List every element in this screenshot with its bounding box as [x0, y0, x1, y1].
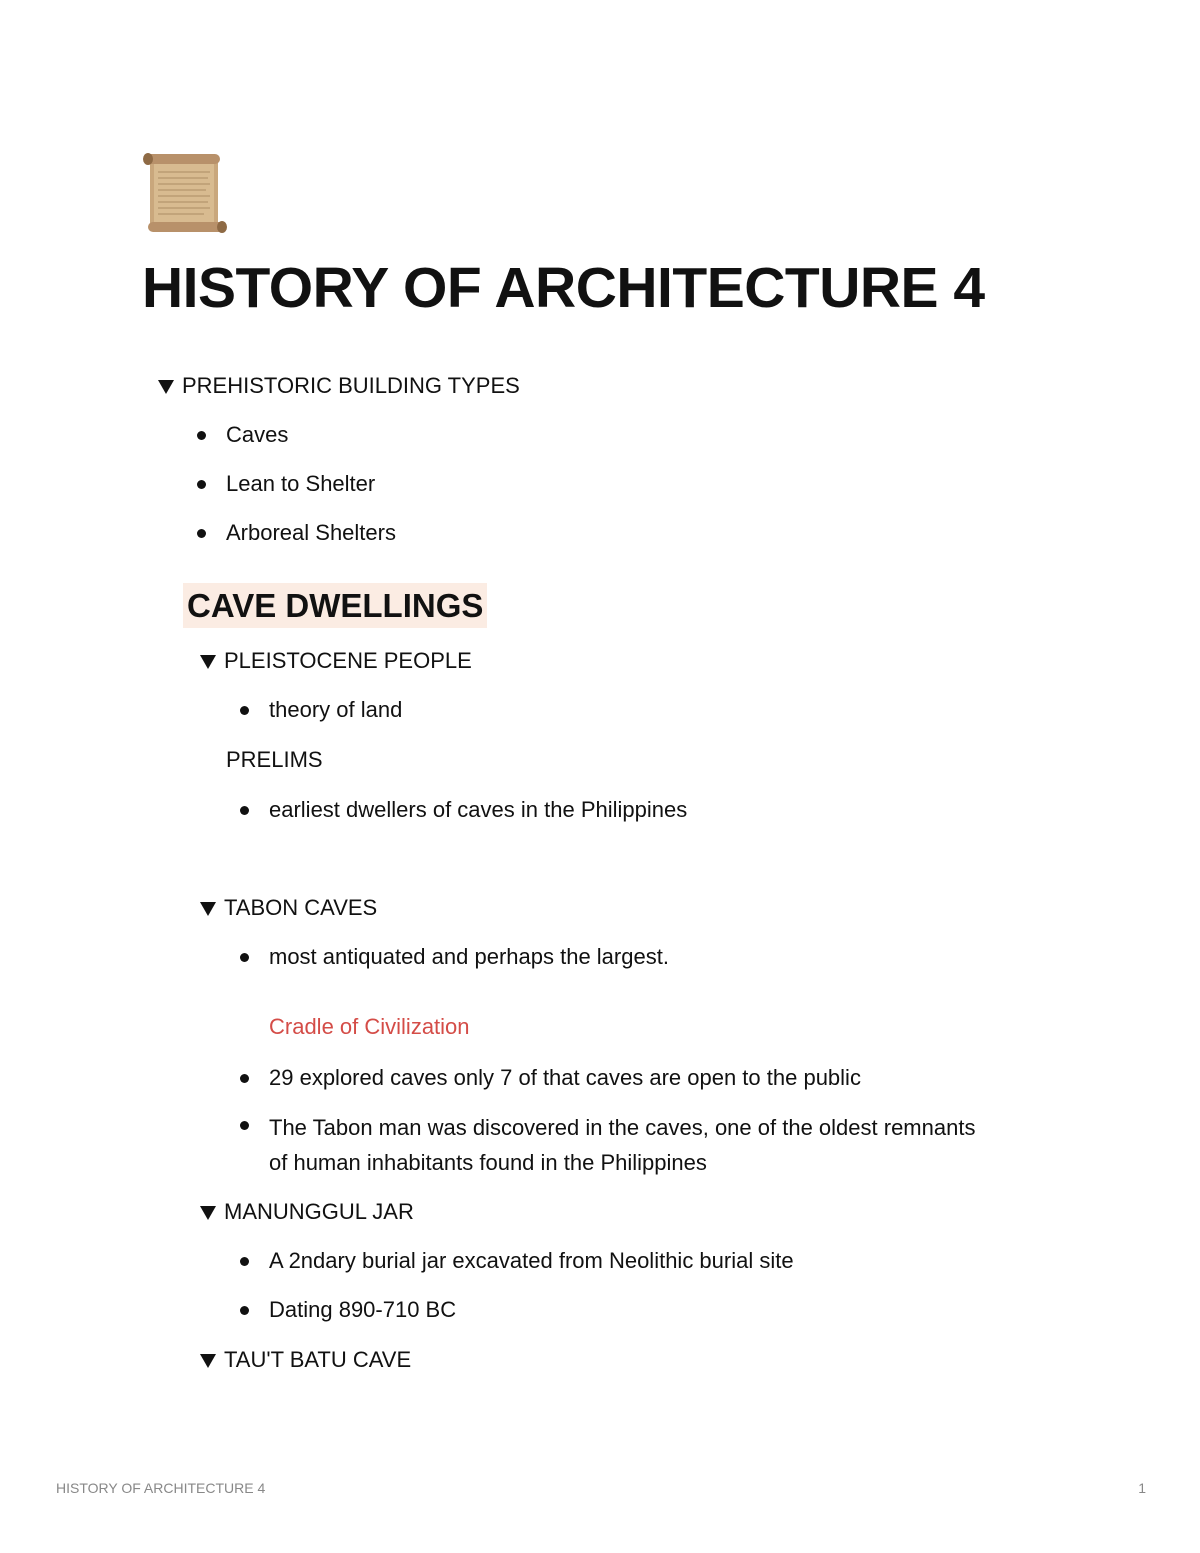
list-item-text: Lean to Shelter — [226, 471, 376, 496]
list-item — [197, 420, 288, 450]
list-item-text: theory of land — [269, 697, 403, 722]
bullet-icon — [240, 706, 249, 715]
list-item — [240, 1295, 456, 1325]
toggle-taut-batu-cave[interactable] — [200, 1345, 411, 1375]
list-item — [240, 1063, 861, 1093]
list-item — [240, 795, 687, 825]
footer-title: HISTORY OF ARCHITECTURE 4 — [56, 1480, 266, 1496]
list-item-text: 29 explored caves only 7 of that caves are open to the public — [269, 1065, 861, 1090]
bullet-icon — [197, 431, 206, 440]
scroll-icon — [142, 150, 228, 238]
list-item-text: Dating 890-710 BC — [269, 1297, 457, 1322]
list-item-text: The Tabon man was discovered in the caves, one of the oldest remnants of human inhabitants found in the Philippines — [269, 1115, 976, 1175]
list-item-text: earliest dwellers of caves in the Philippines — [269, 797, 688, 822]
page-title: HISTORY OF ARCHITECTURE 4 — [142, 256, 985, 320]
toggle-triangle-icon[interactable] — [200, 902, 216, 916]
bullet-icon — [240, 1257, 249, 1266]
bullet-icon — [240, 953, 249, 962]
list-item-text: most antiquated and perhaps the largest. — [269, 944, 669, 969]
toggle-heading: PLEISTOCENE PEOPLE — [224, 648, 472, 673]
bullet-icon — [240, 1306, 249, 1315]
note-text: PRELIMS — [226, 747, 323, 772]
page-number: 1 — [1138, 1480, 1146, 1496]
list-item — [197, 518, 396, 548]
toggle-triangle-icon[interactable] — [158, 380, 174, 394]
toggle-triangle-icon[interactable] — [200, 1354, 216, 1368]
list-item-text: Arboreal Shelters — [226, 520, 396, 545]
bullet-icon — [197, 480, 206, 489]
bullet-icon — [240, 1074, 249, 1083]
bullet-icon — [240, 1121, 249, 1130]
list-item-text: A 2ndary burial jar excavated from Neolithic burial site — [269, 1248, 794, 1273]
list-item — [240, 1110, 989, 1180]
list-item — [240, 695, 402, 725]
toggle-manunggul-jar[interactable] — [200, 1197, 414, 1227]
bullet-icon — [240, 806, 249, 815]
toggle-heading: MANUNGGUL JAR — [224, 1199, 414, 1224]
list-item — [240, 1246, 794, 1276]
bullet-icon — [197, 529, 206, 538]
list-item — [197, 469, 375, 499]
toggle-prehistoric-building-types[interactable] — [158, 371, 520, 401]
section-heading-cave-dwellings: CAVE DWELLINGS — [183, 583, 487, 628]
callout-text: Cradle of Civilization — [269, 1014, 470, 1039]
toggle-triangle-icon[interactable] — [200, 1206, 216, 1220]
toggle-heading: TABON CAVES — [224, 895, 378, 920]
toggle-pleistocene-people[interactable] — [200, 646, 472, 676]
toggle-heading: PREHISTORIC BUILDING TYPES — [182, 373, 520, 398]
list-item — [240, 942, 669, 972]
toggle-triangle-icon[interactable] — [200, 655, 216, 669]
list-item-text: Caves — [226, 422, 289, 447]
toggle-tabon-caves[interactable] — [200, 893, 377, 923]
toggle-heading: TAU'T BATU CAVE — [224, 1347, 412, 1372]
